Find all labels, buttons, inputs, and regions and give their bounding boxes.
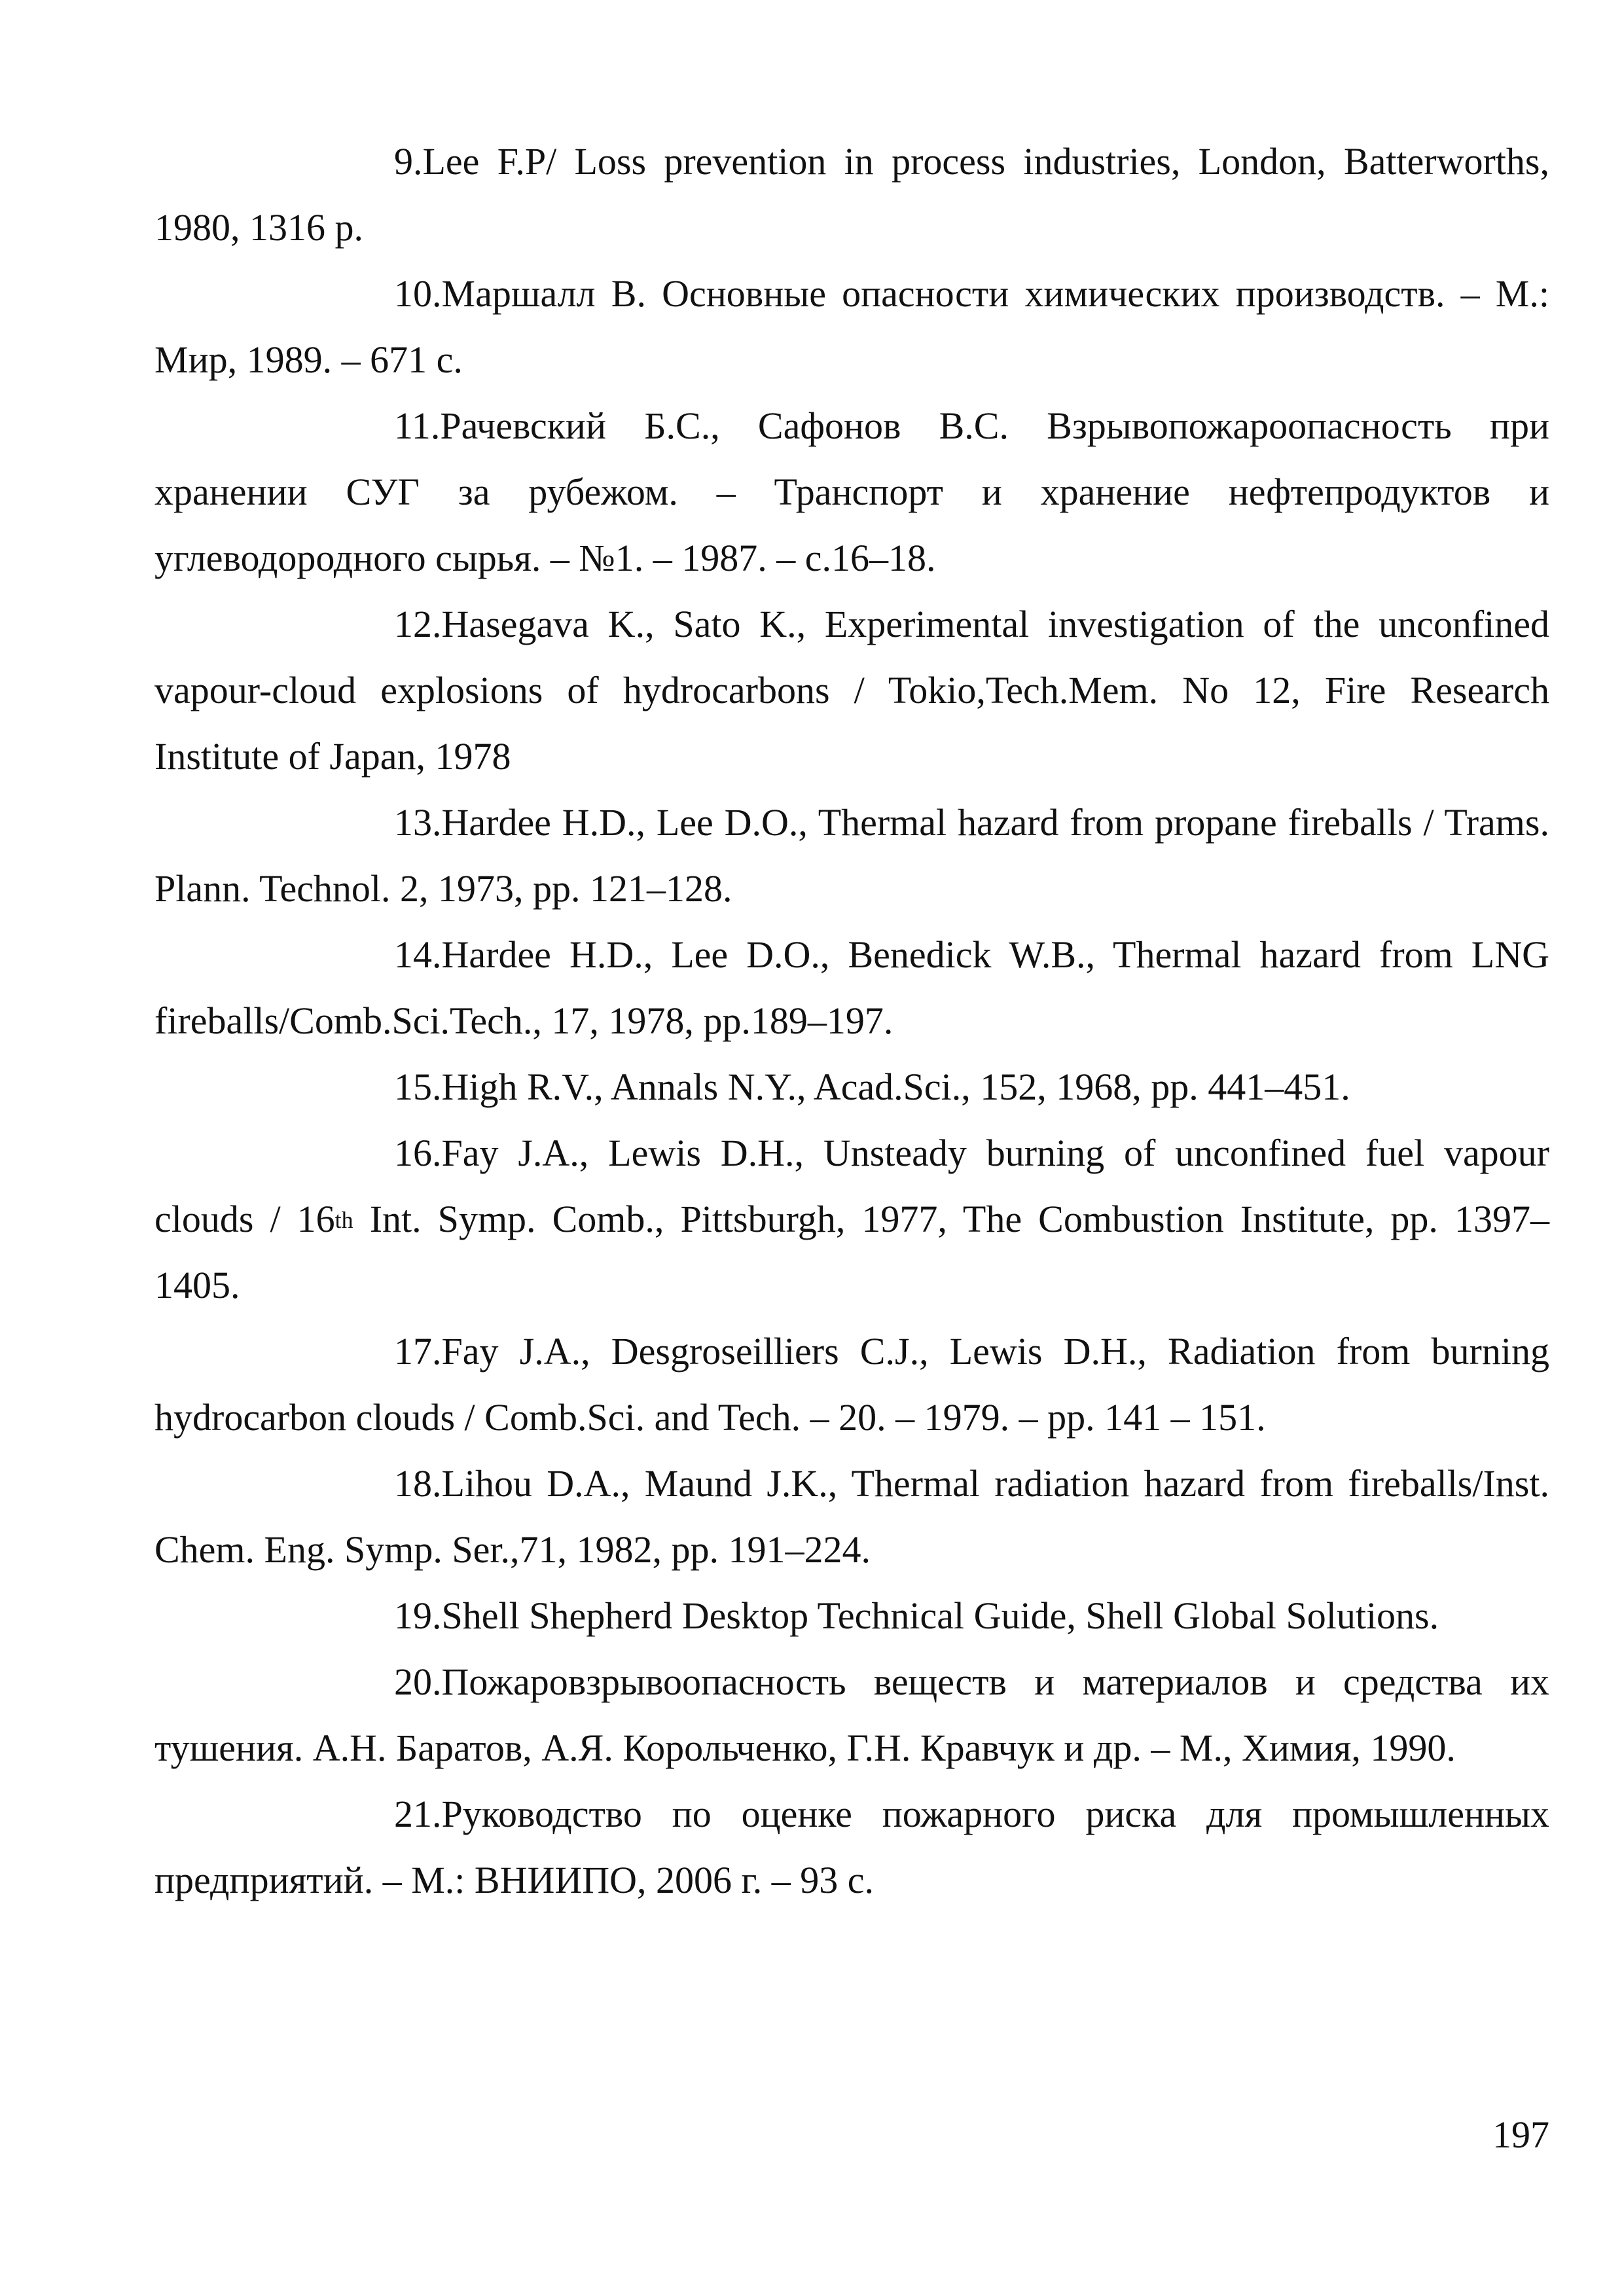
reference-text: Hardee H.D., Lee D.O., Benedick W.B., Thermal hazard from LNG fireballs/Comb.Sci.Tech., 17, 1978, pp.189–197. [154,933,1549,1042]
reference-number: 19. [394,1594,442,1637]
page-number: 197 [1492,2113,1549,2156]
reference-text: Fay J.A., Lewis D.H., Unsteady burning of unconfined fuel vapour clouds / 16 [154,1132,1549,1240]
reference-number: 17. [394,1330,442,1372]
reference-text: Маршалл В. Основные опасности химических производств. – М.: Мир, 1989. – 671 с. [154,272,1549,381]
reference-number: 13. [394,801,442,844]
reference-item-13 [154,789,1549,922]
reference-list [154,128,1549,1913]
reference-text: Пожаровзрывоопасность веществ и материалов и средства их тушения. А.Н. Баратов, А.Я. Корольченко, Г.Н. Кравчук и др. – М., Химия, 1990. [154,1660,1549,1769]
reference-text: High R.V., Annals N.Y., Acad.Sci., 152, 1968, pp. 441–451. [441,1066,1350,1108]
reference-item-14 [154,922,1549,1054]
reference-item-17 [154,1318,1549,1450]
reference-number: 21. [394,1793,442,1835]
reference-number: 16. [394,1132,442,1174]
reference-text-continued: Int. Symp. Comb., Pittsburgh, 1977, The Combustion Institute, pp. 1397–1405. [154,1198,1549,1306]
reference-number: 12. [394,603,442,645]
reference-text: Fay J.A., Desgroseilliers C.J., Lewis D.H., Radiation from burning hydrocarbon clouds / Comb.Sci. and Tech. – 20. – 1979. – pp. 141 – 151. [154,1330,1549,1439]
reference-item-18 [154,1450,1549,1583]
reference-text: Hasegava K., Sato K., Experimental investigation of the unconfined vapour-cloud explosions of hydrocarbons / Tokio,Tech.Mem. No 12, Fire Research Institute of Japan, 1978 [154,603,1549,778]
reference-number: 14. [394,933,442,976]
reference-item-10 [154,260,1549,393]
reference-text: Shell Shepherd Desktop Technical Guide, Shell Global Solutions. [441,1594,1439,1637]
reference-item-12 [154,591,1549,789]
reference-text: Hardee H.D., Lee D.O., Thermal hazard from propane fireballs / Trams. Plann. Technol. 2, 1973, pp. 121–128. [154,801,1549,910]
reference-item-11 [154,393,1549,591]
reference-number: 18. [394,1462,442,1505]
reference-text: Руководство по оценке пожарного риска для промышленных предприятий. – М.: ВНИИПО, 2006 г. – 93 с. [154,1793,1549,1901]
reference-number: 15. [394,1066,442,1108]
reference-item-20 [154,1649,1549,1781]
reference-text: Lihou D.A., Maund J.K., Thermal radiation hazard from fireballs/Inst. Chem. Eng. Symp. Ser.,71, 1982, pp. 191–224. [154,1462,1549,1571]
reference-item-16 [154,1120,1549,1318]
reference-text: Рачевский Б.С., Сафонов В.С. Взрывопожароопасность при хранении СУГ за рубежом. – Транспорт и хранение нефтепродуктов и углеводородного сырья. – №1. – 1987. – с.16–18. [154,404,1549,579]
reference-number: 11. [394,404,441,447]
reference-item-21 [154,1781,1549,1913]
reference-number: 9. [394,140,423,183]
reference-item-19 [154,1583,1549,1649]
reference-text: Lee F.P/ Loss prevention in process industries, London, Batterworths, 1980, 1316 p. [154,140,1549,249]
reference-number: 20. [394,1660,442,1703]
reference-number: 10. [394,272,442,315]
ordinal-superscript: th [334,1207,353,1233]
reference-item-9 [154,128,1549,260]
reference-item-15 [154,1054,1549,1120]
